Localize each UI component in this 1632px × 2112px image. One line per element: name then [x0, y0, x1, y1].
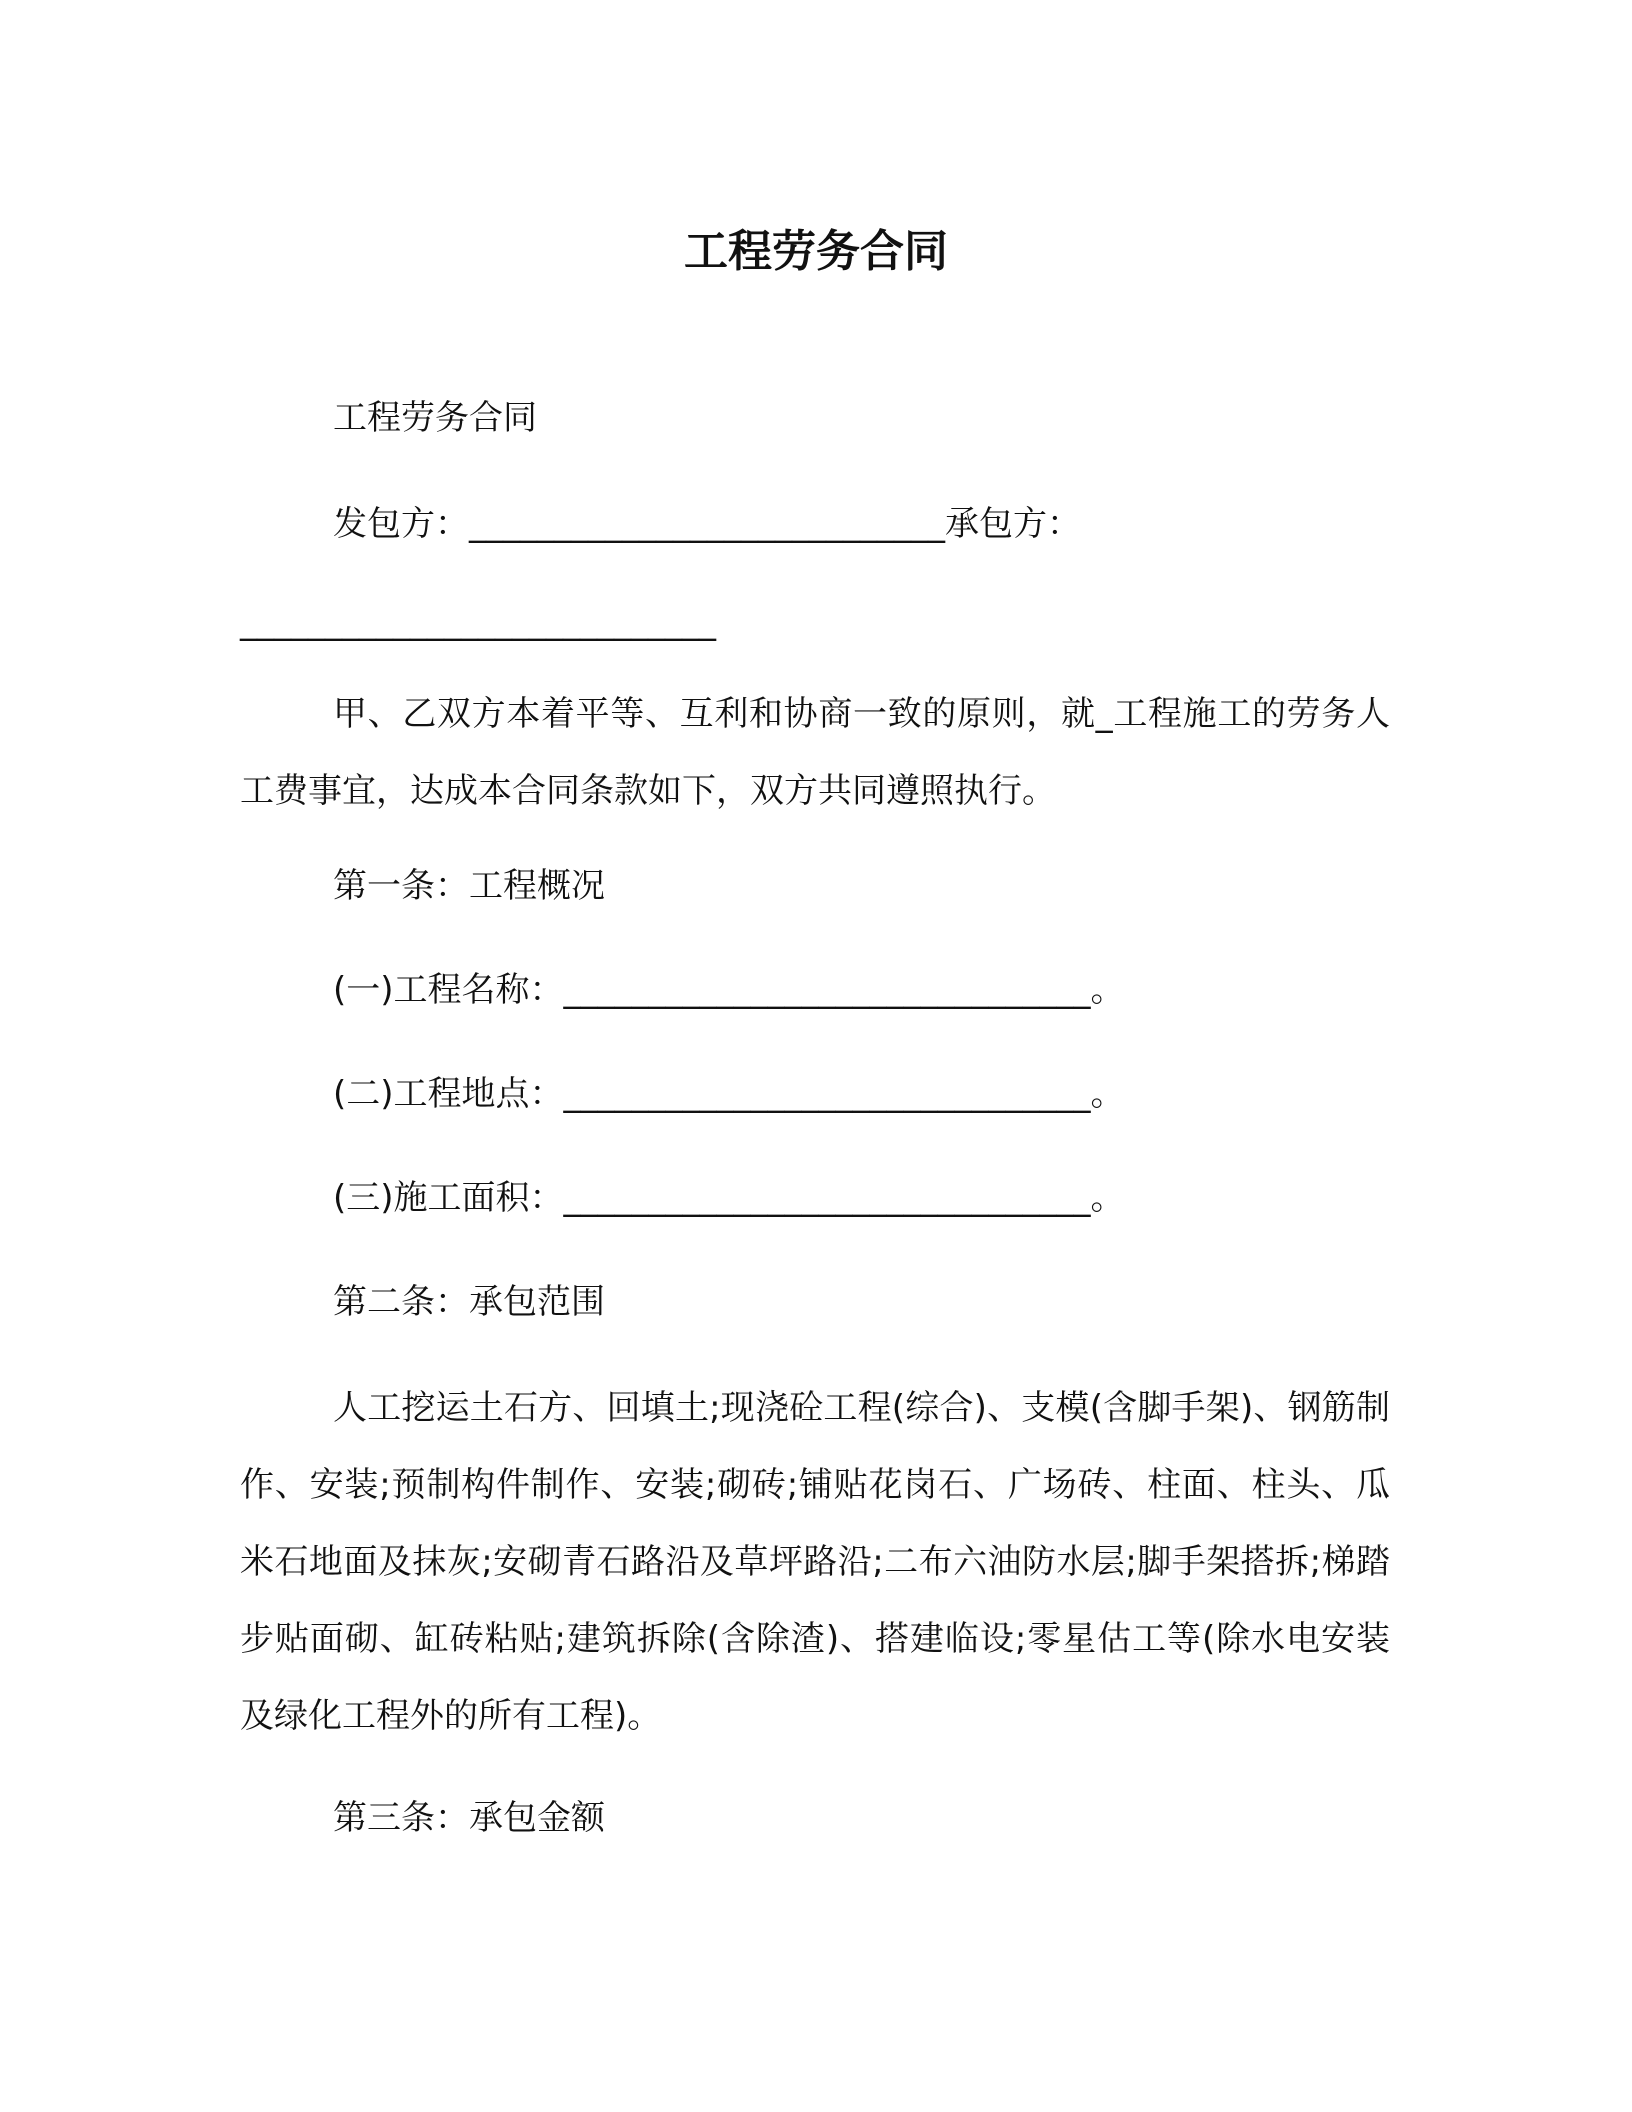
article1-item-project-name: (一)工程名称：_______________________________。 [333, 970, 1125, 1010]
parties-line-continued: ____________________________ [240, 602, 716, 642]
article2-paragraph: 人工挖运土石方、回填土;现浇砼工程(综合)、支模(含脚手架)、钢筋制作、安装;预制构件制作、安装;砌砖;铺贴花岗石、广场砖、柱面、柱头、瓜米石地面及抹灰;安砌青石路沿及草坪路沿;二布六油防水层;脚手架搭拆;梯踏步贴面砌、缸砖粘贴;建筑拆除(含除渣)、搭建临设;零星估工等(除水电安装及绿化工程外的所有工程)。 [240, 1388, 1390, 1736]
article1-item-construction-area: (三)施工面积：_______________________________。 [333, 1178, 1125, 1218]
article2-heading: 第二条：承包范围 [333, 1282, 605, 1322]
document-title: 工程劳务合同 [684, 226, 948, 277]
article3-heading: 第三条：承包金额 [333, 1798, 605, 1838]
article1-item-project-location: (二)工程地点：_______________________________。 [333, 1074, 1125, 1114]
article1-heading: 第一条：工程概况 [333, 866, 605, 906]
intro-paragraph: 甲、乙双方本着平等、互利和协商一致的原则，就_工程施工的劳务人工费事宜，达成本合同条款如下，双方共同遵照执行。 [240, 694, 1390, 811]
parties-line: 发包方：____________________________承包方： [333, 504, 1081, 544]
document-subtitle: 工程劳务合同 [333, 398, 537, 438]
